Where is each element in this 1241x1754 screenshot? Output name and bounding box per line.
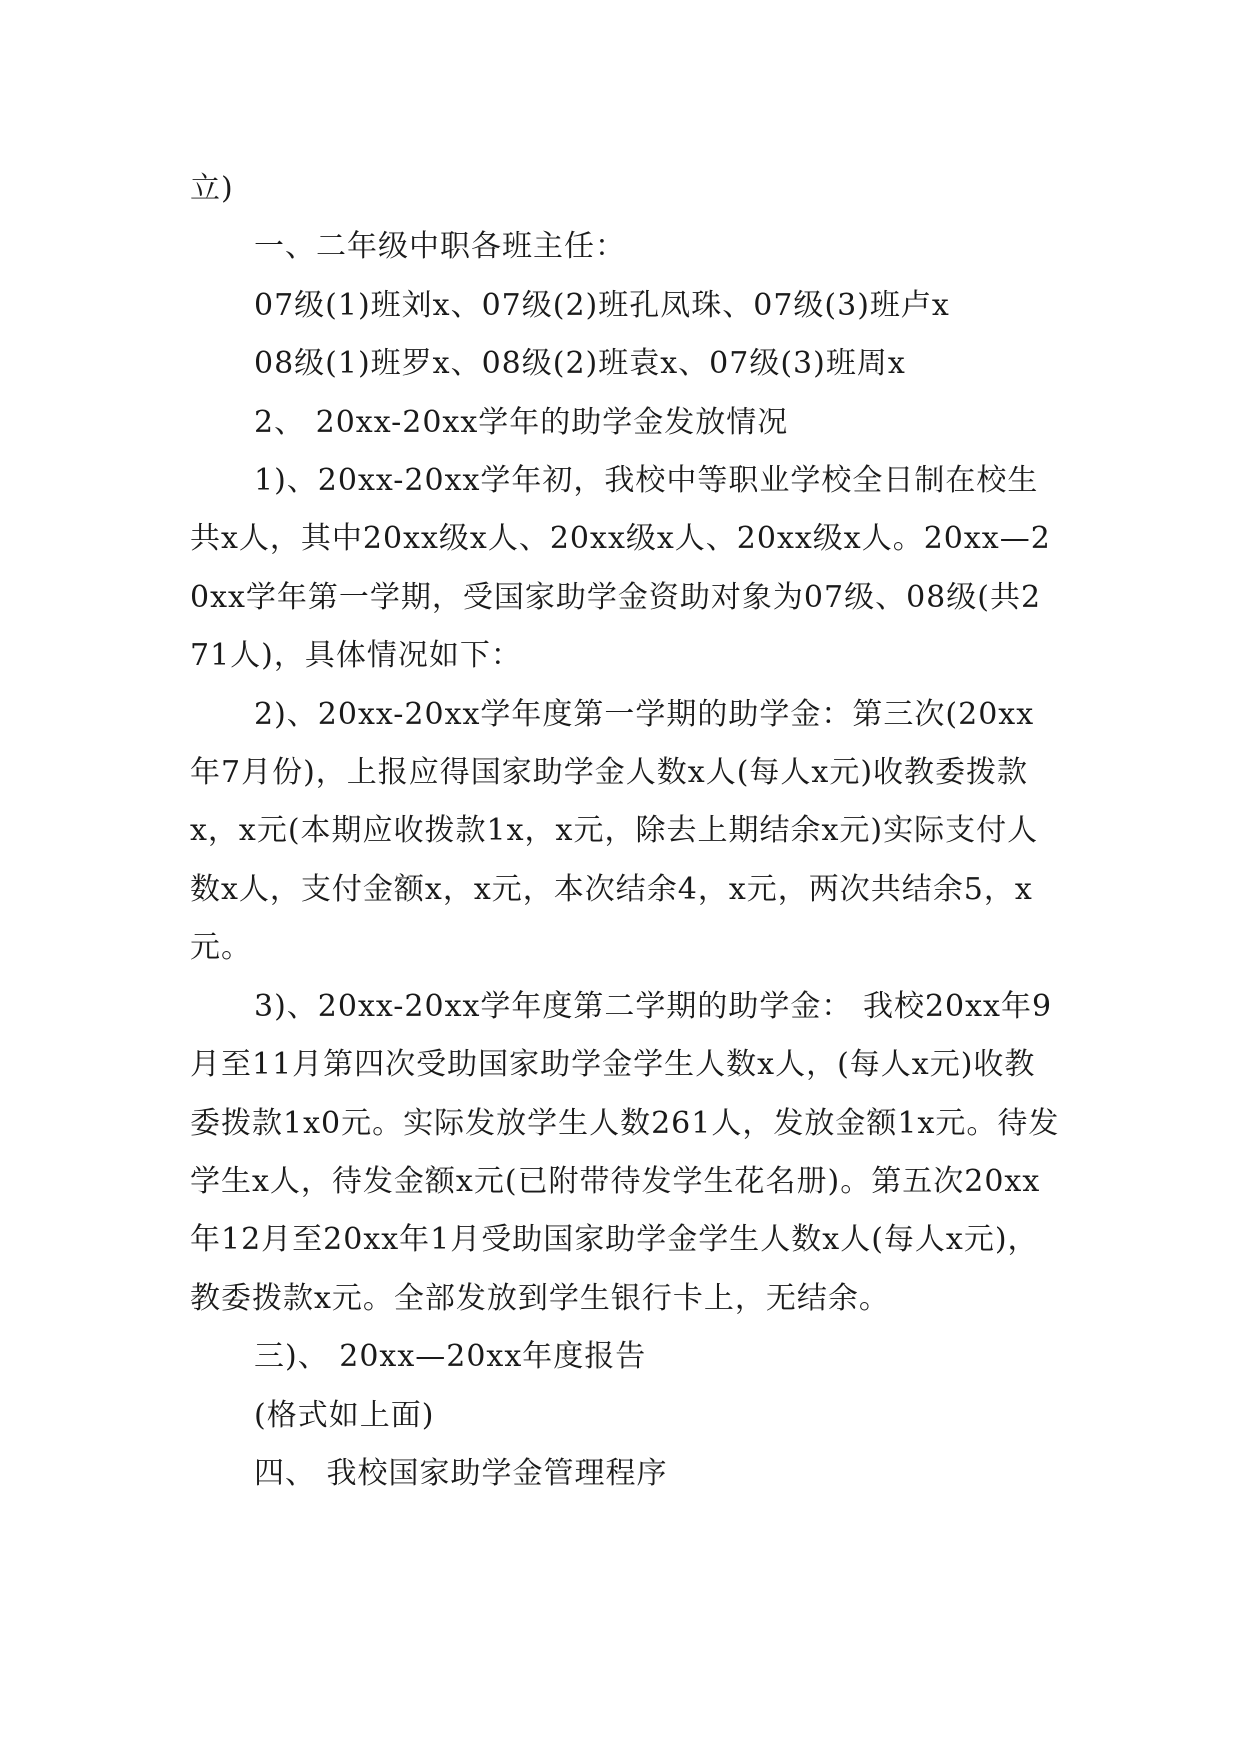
section-heading-grant-distribution: 2、 20xx-20xx学年的助学金发放情况 <box>254 404 789 440</box>
section-heading-annual-report: 三)、 20xx—20xx年度报告 <box>254 1339 647 1375</box>
paragraph-second-semester-grant: 3)、20xx-20xx学年度第二学期的助学金： 我校20xx年9月至11月第四次受助国家助学金学生人数x人，(每人x元)收教委拨款1x0元。实际发放学生人数261人，发放金额1x元。待发学生x人，待发金额x元(已附带待发学生花名册)。第五次20xx年12月至20xx年1月受助国家助学金学生人数x人(每人x元)，教委拨款x元。全部发放到学生银行卡上，无结余。 <box>190 988 1060 1316</box>
paragraph-enrollment-summary: 1)、20xx-20xx学年初，我校中等职业学校全日制在校生共x人，其中20xx级x人、20xx级x人、20xx级x人。20xx—20xx学年第一学期，受国家助学金资助对象为07级、08级(共271人)，具体情况如下： <box>190 463 1051 674</box>
class-teachers-line-07: 07级(1)班刘x、07级(2)班孔凤珠、07级(3)班卢x <box>254 287 950 323</box>
class-teachers-line-08: 08级(1)班罗x、08级(2)班袁x、07级(3)班周x <box>254 346 906 382</box>
paragraph-first-semester-grant: 2)、20xx-20xx学年度第一学期的助学金：第三次(20xx年7月份)，上报应得国家助学金人数x人(每人x元)收教委拨款x，x元(本期应收拨款1x，x元，除去上期结余x元)实际支付人数x人，支付金额x，x元，本次结余4，x元，两次共结余5，x元。 <box>190 696 1039 966</box>
section-heading-class-teachers: 一、二年级中职各班主任： <box>254 229 626 265</box>
section-heading-management-procedure: 四、 我校国家助学金管理程序 <box>254 1455 668 1491</box>
paragraph-continuation: 立) <box>190 171 234 206</box>
document-body <box>190 160 1060 1503</box>
format-note: (格式如上面) <box>254 1397 435 1433</box>
